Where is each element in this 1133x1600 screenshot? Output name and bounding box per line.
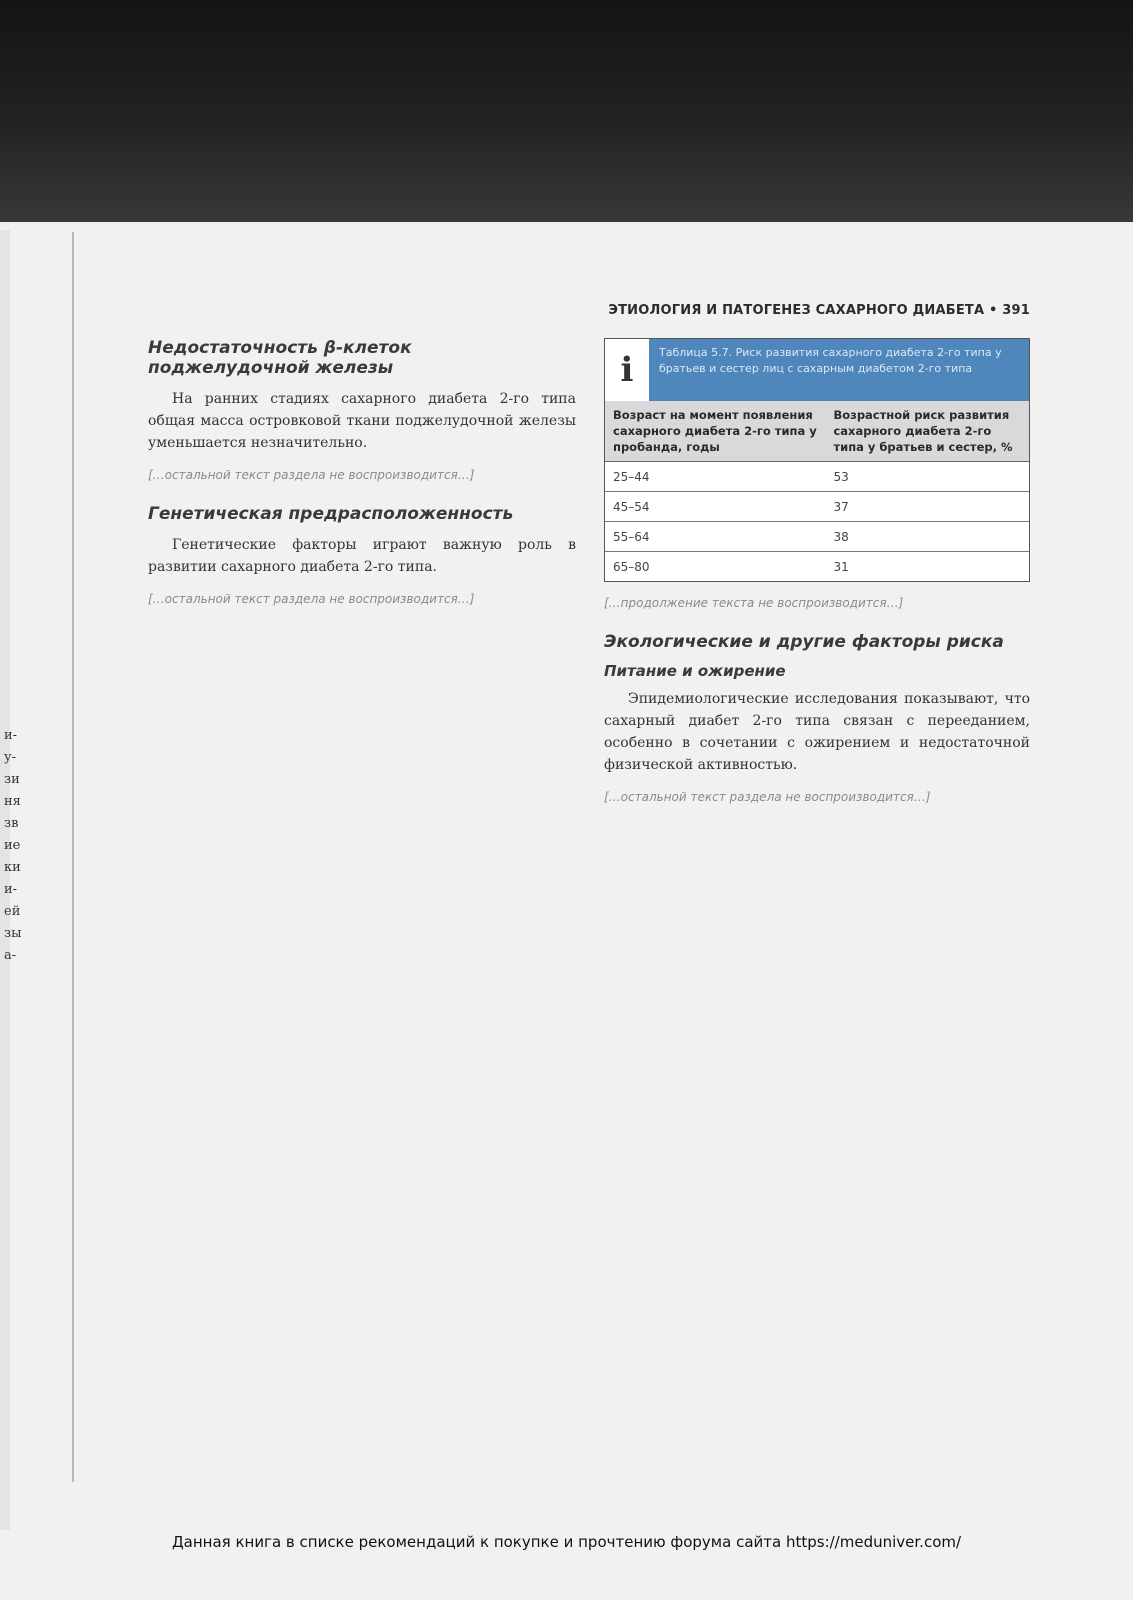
fragment: ей (4, 904, 21, 919)
section-title-environmental: Экологические и другие факторы риска (604, 632, 1004, 652)
right-column (604, 338, 1030, 826)
table-row (605, 552, 1029, 582)
fragment: у- (4, 750, 17, 765)
fragment: ки (4, 860, 21, 875)
column-header-age: Возраст на момент появления сахарного диабета 2-го типа у пробанда, годы (605, 401, 825, 462)
scan-background-top (0, 0, 1133, 230)
fragment: зи (4, 772, 20, 787)
cell-risk: 38 (825, 522, 1029, 552)
table-row (605, 492, 1029, 522)
section-excerpt: На ранних стадиях сахарного диабета 2-го типа общая масса островковой ткани поджелудочной железы уменьшается незначительно. (148, 391, 576, 451)
table-row (605, 522, 1029, 552)
info-icon: i (605, 339, 649, 401)
previous-page-fragments (4, 725, 44, 967)
fragment: зы (4, 926, 22, 941)
table-5-7 (604, 338, 1030, 582)
omitted-text-note: […остальной текст раздела не воспроизводится…] (148, 468, 475, 482)
section-excerpt: Генетические факторы играют важную роль в развитии сахарного диабета 2-го типа. (148, 537, 576, 575)
omitted-text-note: […продолжение текста не воспроизводится…] (604, 596, 904, 610)
cell-risk: 31 (825, 552, 1029, 582)
fragment: ня (4, 794, 21, 809)
table-caption: Таблица 5.7. Риск развития сахарного диабета 2-го типа у братьев и сестер лиц с сахарным диабетом 2-го типа (659, 346, 1002, 375)
risk-table (605, 401, 1029, 581)
section-excerpt: Эпидемиологические исследования показывают, что сахарный диабет 2-го типа связан с перееданием, особенно в сочетании с ожирением и недостаточной физической активностью. (604, 691, 1030, 773)
running-header (600, 303, 1030, 318)
omitted-text-note: […остальной текст раздела не воспроизводится…] (148, 592, 475, 606)
column-header-risk: Возрастной риск развития сахарного диабета 2-го типа у братьев и сестер, % (825, 401, 1029, 462)
section-title-beta-cells: Недостаточность β-клеток поджелудочной железы (148, 338, 412, 378)
omitted-text-note: […остальной текст раздела не воспроизводится…] (604, 790, 931, 804)
cell-age: 55–64 (605, 522, 825, 552)
table-row (605, 462, 1029, 492)
table-header-band (605, 339, 1029, 401)
cell-age: 45–54 (605, 492, 825, 522)
page-number: 391 (1002, 303, 1030, 318)
fragment: и- (4, 728, 18, 743)
fragment: ие (4, 838, 21, 853)
cell-risk: 53 (825, 462, 1029, 492)
subsection-title-nutrition: Питание и ожирение (604, 662, 786, 680)
page-fold-line (72, 232, 74, 1482)
fragment: зв (4, 816, 19, 831)
header-bullet: • (989, 303, 1003, 318)
fragment: а- (4, 948, 17, 963)
fragment: и- (4, 882, 18, 897)
section-title-genetics: Генетическая предрасположенность (148, 504, 514, 524)
forum-footer-note: Данная книга в списке рекомендаций к покупке и прочтению форума сайта https://meduniver.com/ (171, 1533, 962, 1551)
running-title: ЭТИОЛОГИЯ И ПАТОГЕНЕЗ САХАРНОГО ДИАБЕТА (608, 303, 985, 318)
table-header-row (605, 401, 1029, 462)
left-column (148, 338, 576, 628)
cell-age: 25–44 (605, 462, 825, 492)
cell-risk: 37 (825, 492, 1029, 522)
cell-age: 65–80 (605, 552, 825, 582)
